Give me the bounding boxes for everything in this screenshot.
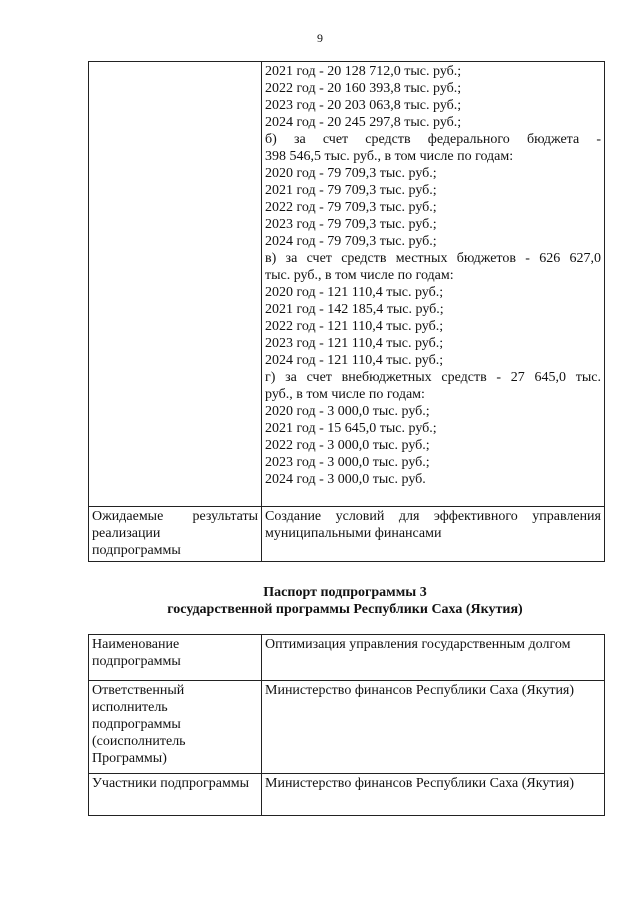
results-label-line: подпрограммы — [92, 543, 181, 558]
funding-line: 2022 год - 121 110,4 тыс. руб.; — [265, 319, 444, 334]
participants-value-cell: Министерство финансов Республики Саха (Якутия) — [262, 774, 605, 816]
table-row — [89, 635, 605, 681]
executor-value-cell: Министерство финансов Республики Саха (Якутия) — [262, 681, 605, 774]
section-title-line: Паспорт подпрограммы 3 — [263, 585, 427, 600]
funding-line: 2024 год - 121 110,4 тыс. руб.; — [265, 353, 444, 368]
funding-table — [88, 61, 605, 562]
participants-label-cell: Участники подпрограммы — [89, 774, 262, 816]
table-cell-empty — [89, 62, 262, 507]
funding-line: руб., в том числе по годам: — [265, 387, 425, 402]
funding-line: 2024 год - 79 709,3 тыс. руб.; — [265, 234, 437, 249]
section-title-line: государственной программы Республики Саха (Якутия) — [167, 602, 523, 617]
funding-line: 2022 год - 79 709,3 тыс. руб.; — [265, 200, 437, 215]
results-value-cell — [262, 507, 605, 562]
table-row — [89, 62, 605, 507]
funding-line: 2024 год - 20 245 297,8 тыс. руб.; — [265, 115, 462, 130]
funding-line: 2023 год - 79 709,3 тыс. руб.; — [265, 217, 437, 232]
table-row — [89, 681, 605, 774]
section-title — [88, 584, 602, 618]
name-value-cell: Оптимизация управления государственным долгом — [262, 635, 605, 681]
funding-line: 2020 год - 79 709,3 тыс. руб.; — [265, 166, 437, 181]
funding-line: 2021 год - 142 185,4 тыс. руб.; — [265, 302, 444, 317]
funding-line: 2023 год - 20 203 063,8 тыс. руб.; — [265, 98, 462, 113]
funding-line: б) за счет средств федерального бюджета - — [265, 132, 601, 147]
funding-line: 2023 год - 121 110,4 тыс. руб.; — [265, 336, 444, 351]
funding-line: 2020 год - 121 110,4 тыс. руб.; — [265, 285, 444, 300]
funding-line: 2022 год - 3 000,0 тыс. руб.; — [265, 438, 430, 453]
name-label-cell: Наименование подпрограммы — [89, 635, 262, 681]
funding-line: 2021 год - 79 709,3 тыс. руб.; — [265, 183, 437, 198]
funding-line: 2024 год - 3 000,0 тыс. руб. — [265, 472, 426, 487]
table-row — [89, 507, 605, 562]
funding-cell — [262, 62, 605, 507]
results-label-line: Ожидаемые результаты — [92, 509, 258, 524]
funding-line: 2021 год - 20 128 712,0 тыс. руб.; — [265, 64, 462, 79]
funding-line: 398 546,5 тыс. руб., в том числе по годам: — [265, 149, 514, 164]
results-label-line: реализации — [92, 526, 161, 541]
funding-line: 2022 год - 20 160 393,8 тыс. руб.; — [265, 81, 462, 96]
funding-line: 2020 год - 3 000,0 тыс. руб.; — [265, 404, 430, 419]
funding-line: 2021 год - 15 645,0 тыс. руб.; — [265, 421, 437, 436]
funding-line: в) за счет средств местных бюджетов - 626 627,0 — [265, 251, 601, 266]
executor-label-cell: Ответственный исполнитель подпрограммы (соисполнитель Программы) — [89, 681, 262, 774]
subprogram-passport-table — [88, 634, 605, 816]
results-label-cell — [89, 507, 262, 562]
funding-line: г) за счет внебюджетных средств - 27 645,0 тыс. — [265, 370, 601, 385]
page-number: 9 — [317, 31, 323, 45]
funding-line: тыс. руб., в том числе по годам: — [265, 268, 454, 283]
table-row — [89, 774, 605, 816]
funding-line: 2023 год - 3 000,0 тыс. руб.; — [265, 455, 430, 470]
results-value: Создание условий для эффективного управления муниципальными финансами — [265, 509, 601, 541]
